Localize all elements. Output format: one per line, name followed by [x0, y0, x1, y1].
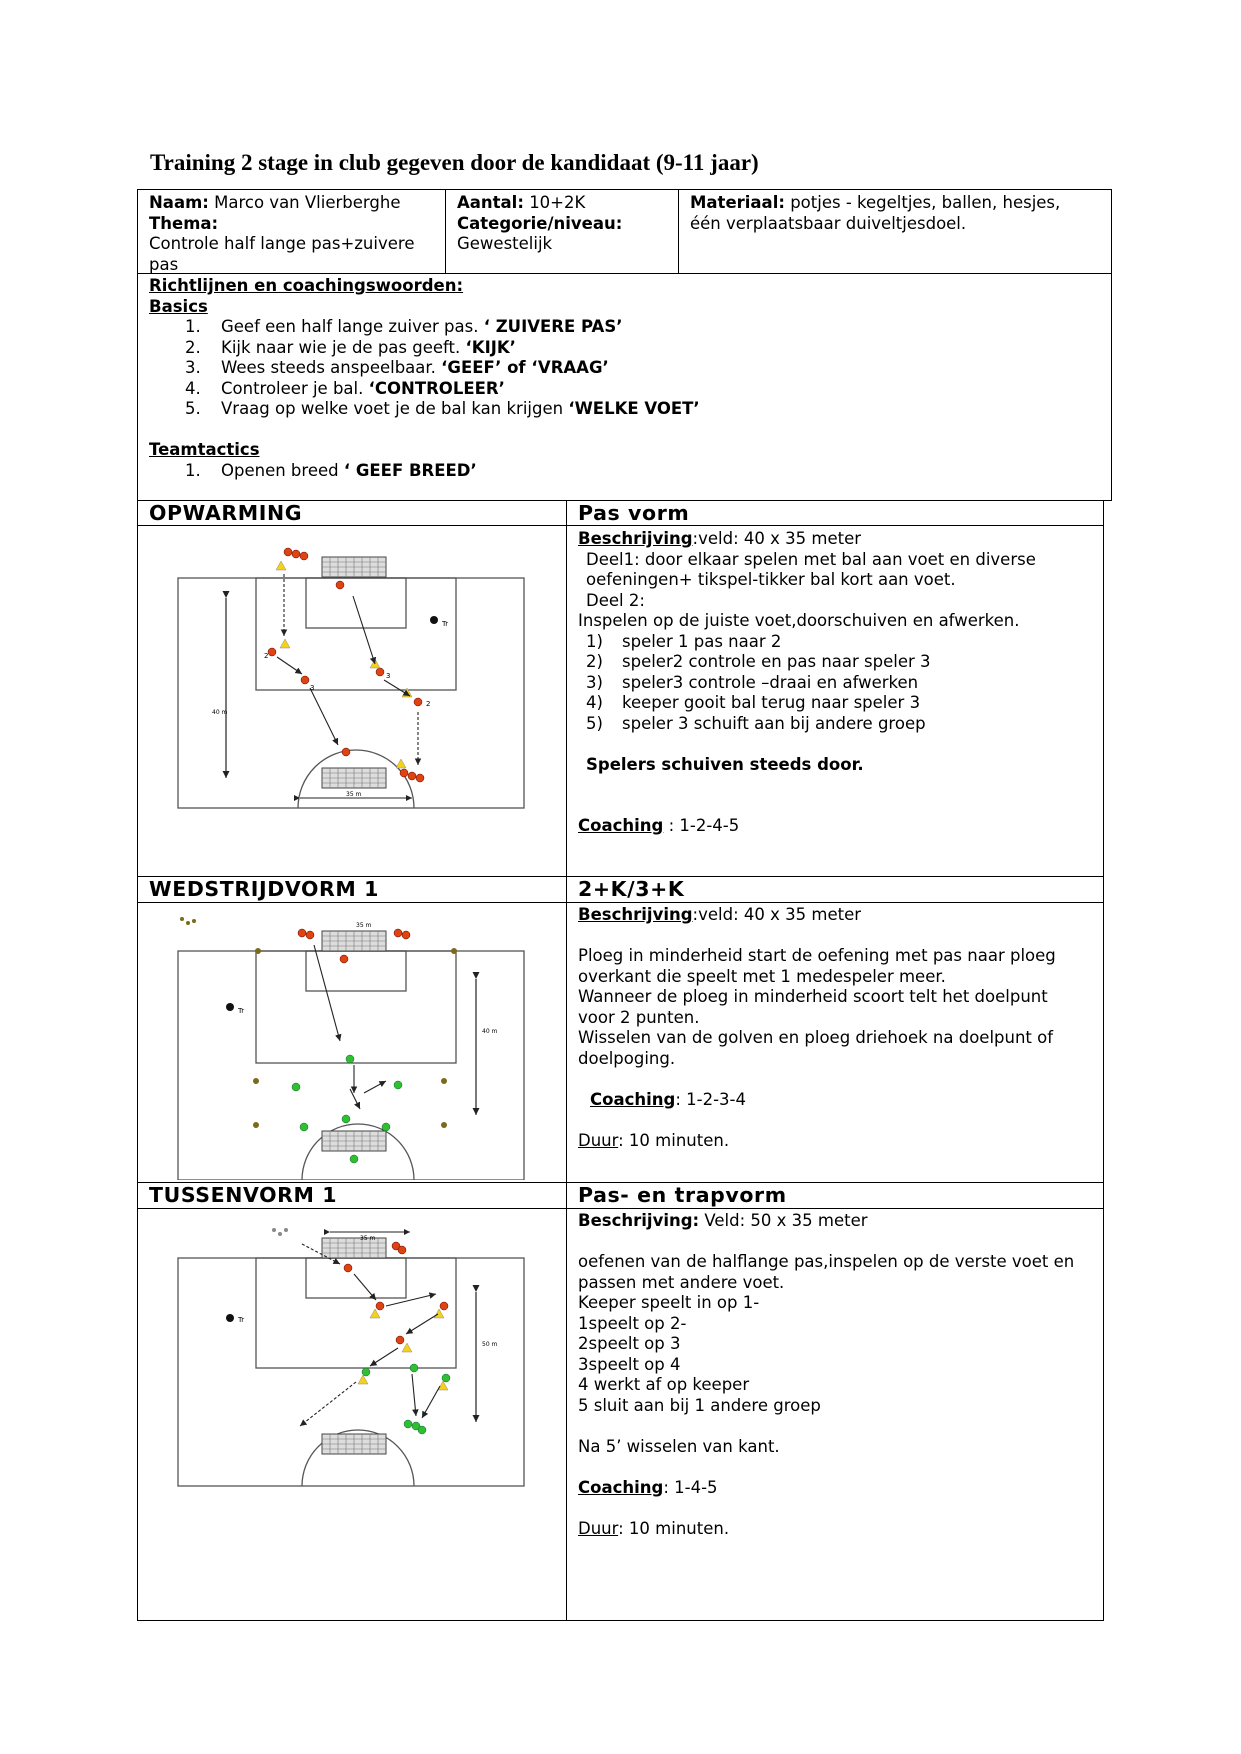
trainer-label: Tr — [238, 1316, 245, 1324]
diagram-width-label: 35 m — [360, 1235, 376, 1242]
diagram-length-label: 50 m — [482, 1341, 498, 1348]
coaching-label: Coaching — [590, 1089, 676, 1109]
coaching-label: Coaching — [578, 1477, 664, 1497]
aantal-value: 10+2K — [529, 193, 586, 212]
list-item: 5) speler 3 schuift aan bij andere groep — [586, 713, 926, 733]
thema-value-cont: pas — [149, 254, 179, 274]
thema-label: Thema: — [149, 213, 219, 233]
list-item: 4) keeper gooit bal terug naar speler 3 — [586, 693, 921, 712]
beschrijving-label: Beschrijving — [578, 905, 693, 924]
beschrijving-label: Beschrijving — [578, 529, 693, 548]
wedstrijdvorm-field-diagram — [170, 915, 532, 1180]
section-header-wedstrijdvorm: WEDSTRIJDVORM 1 — [149, 877, 379, 901]
list-item: 1) speler 1 pas naar 2 — [586, 631, 782, 651]
naam-value: Marco van Vlierberghe — [214, 193, 401, 212]
diagram-length-label: 40 m — [212, 709, 228, 716]
wedstrijdvorm-description: Beschrijving:veld: 40 x 35 meter Ploeg in minderheid start de oefening met pas naar ploeg overkant die speelt met 1 medespeler meer. Wanneer de ploeg in minderheid scoort telt het doelpunt voor 2 punten. Wisselen van de golven en ploeg driehoek na doelpunt of doelpoging. Coaching: 1-2-3-4 Duur: 10 minuten. — [578, 905, 1056, 1150]
svg-text:35 m: 35 m — [356, 922, 372, 929]
svg-text:3: 3 — [386, 672, 391, 680]
naam-cell — [149, 193, 414, 275]
list-item: 3. Wees steeds anspeelbaar. ‘GEEF’ of ‘VRAAG’ — [185, 358, 609, 377]
tussenvorm-field-diagram — [170, 1222, 532, 1492]
coaching-label: Coaching — [578, 816, 664, 835]
section-header-pas-en-trapvorm: Pas- en trapvorm — [578, 1183, 787, 1207]
teamtactics-heading: Teamtactics — [149, 440, 260, 459]
tussenvorm-description: Beschrijving: Veld: 50 x 35 meter oefenen van de halflange pas,inspelen op de verste voet en passen met andere voet. Keeper speelt in op 1- 1speelt op 2- 2speelt op 3 3speelt op 4 4 werkt af op keeper 5 sluit aan bij 1 andere groep Na 5’ wisselen van kant. Coaching: 1-4-5 Duur: 10 minuten. — [578, 1211, 1075, 1538]
guidelines-heading: Richtlijnen en coachingswoorden: — [149, 276, 464, 295]
section-header-2k3k: 2+K/3+K — [578, 877, 685, 901]
categorie-value: Gewestelijk — [457, 234, 553, 253]
teamtactics-list — [149, 461, 700, 482]
diagram-length-label: 40 m — [482, 1028, 498, 1035]
svg-text:3: 3 — [310, 684, 315, 692]
basics-heading: Basics — [149, 296, 208, 316]
section-header-tussenvorm: TUSSENVORM 1 — [149, 1183, 338, 1207]
categorie-label: Categorie/niveau: — [457, 213, 623, 233]
list-item: 5. Vraag op welke voet je de bal kan krijgen ‘WELKE VOET’ — [185, 399, 700, 418]
opwarming-description: Beschrijving:veld: 40 x 35 meter Deel1: door elkaar spelen met bal aan voet en diverse oefeningen+ tikspel-tikker bal kort aan voet. Deel 2: Inspelen op de juiste voet,doorschuiven en afwerken. 1) speler 1 pas naar 2 2) speler2 controle en pas naar speler 3 3) speler3 controle –draai en afwerken 4) keeper gooit bal terug naar speler 3 5) speler 3 schuift aan bij andere groep Spelers schuiven steeds door. Coaching : 1-2-4-5 — [578, 529, 1036, 835]
duur-label: Duur — [578, 1518, 619, 1538]
svg-text:2: 2 — [426, 700, 431, 708]
materiaal-value: potjes - kegeltjes, ballen, hesjes, — [790, 193, 1061, 212]
list-item: 4. Controleer je bal. ‘CONTROLEER’ — [185, 378, 505, 398]
list-item: 1. Openen breed ‘ GEEF BREED’ — [185, 460, 477, 480]
bold-note: Spelers schuiven steeds door. — [586, 754, 864, 774]
basics-list — [149, 317, 700, 420]
steps-list — [578, 632, 1036, 735]
naam-label: Naam: — [149, 193, 209, 212]
opwarming-field-diagram — [170, 540, 532, 820]
materiaal-label: Materiaal: — [690, 193, 785, 212]
guidelines-content — [149, 276, 700, 481]
thema-value: Controle half lange pas+zuivere — [149, 234, 415, 253]
materiaal-value-cont: één verplaatsbaar duiveltjesdoel. — [690, 213, 967, 233]
list-item: 2. Kijk naar wie je de pas geeft. ‘KIJK’ — [185, 337, 516, 357]
list-item: 1. Geef een half lange zuiver pas. ‘ ZUIVERE PAS’ — [185, 317, 623, 336]
duur-label: Duur — [578, 1130, 619, 1150]
section-header-opwarming: OPWARMING — [149, 501, 303, 525]
materiaal-cell — [690, 193, 1060, 234]
list-item: 2) speler2 controle en pas naar speler 3 — [586, 652, 931, 671]
list-item: 3) speler3 controle –draai en afwerken — [586, 672, 919, 692]
diagram-width-label: 35 m — [346, 791, 362, 798]
aantal-label: Aantal: — [457, 193, 524, 212]
beschrijving-label: Beschrijving: — [578, 1211, 700, 1230]
trainer-label: Tr — [238, 1007, 245, 1015]
section-header-pas-vorm: Pas vorm — [578, 501, 690, 525]
aantal-cell — [457, 193, 622, 255]
page-title: Training 2 stage in club gegeven door de kandidaat (9-11 jaar) — [150, 150, 759, 175]
svg-text:2: 2 — [264, 652, 269, 660]
note: Na 5’ wisselen van kant. — [578, 1436, 780, 1456]
trainer-label: Tr — [442, 620, 449, 628]
